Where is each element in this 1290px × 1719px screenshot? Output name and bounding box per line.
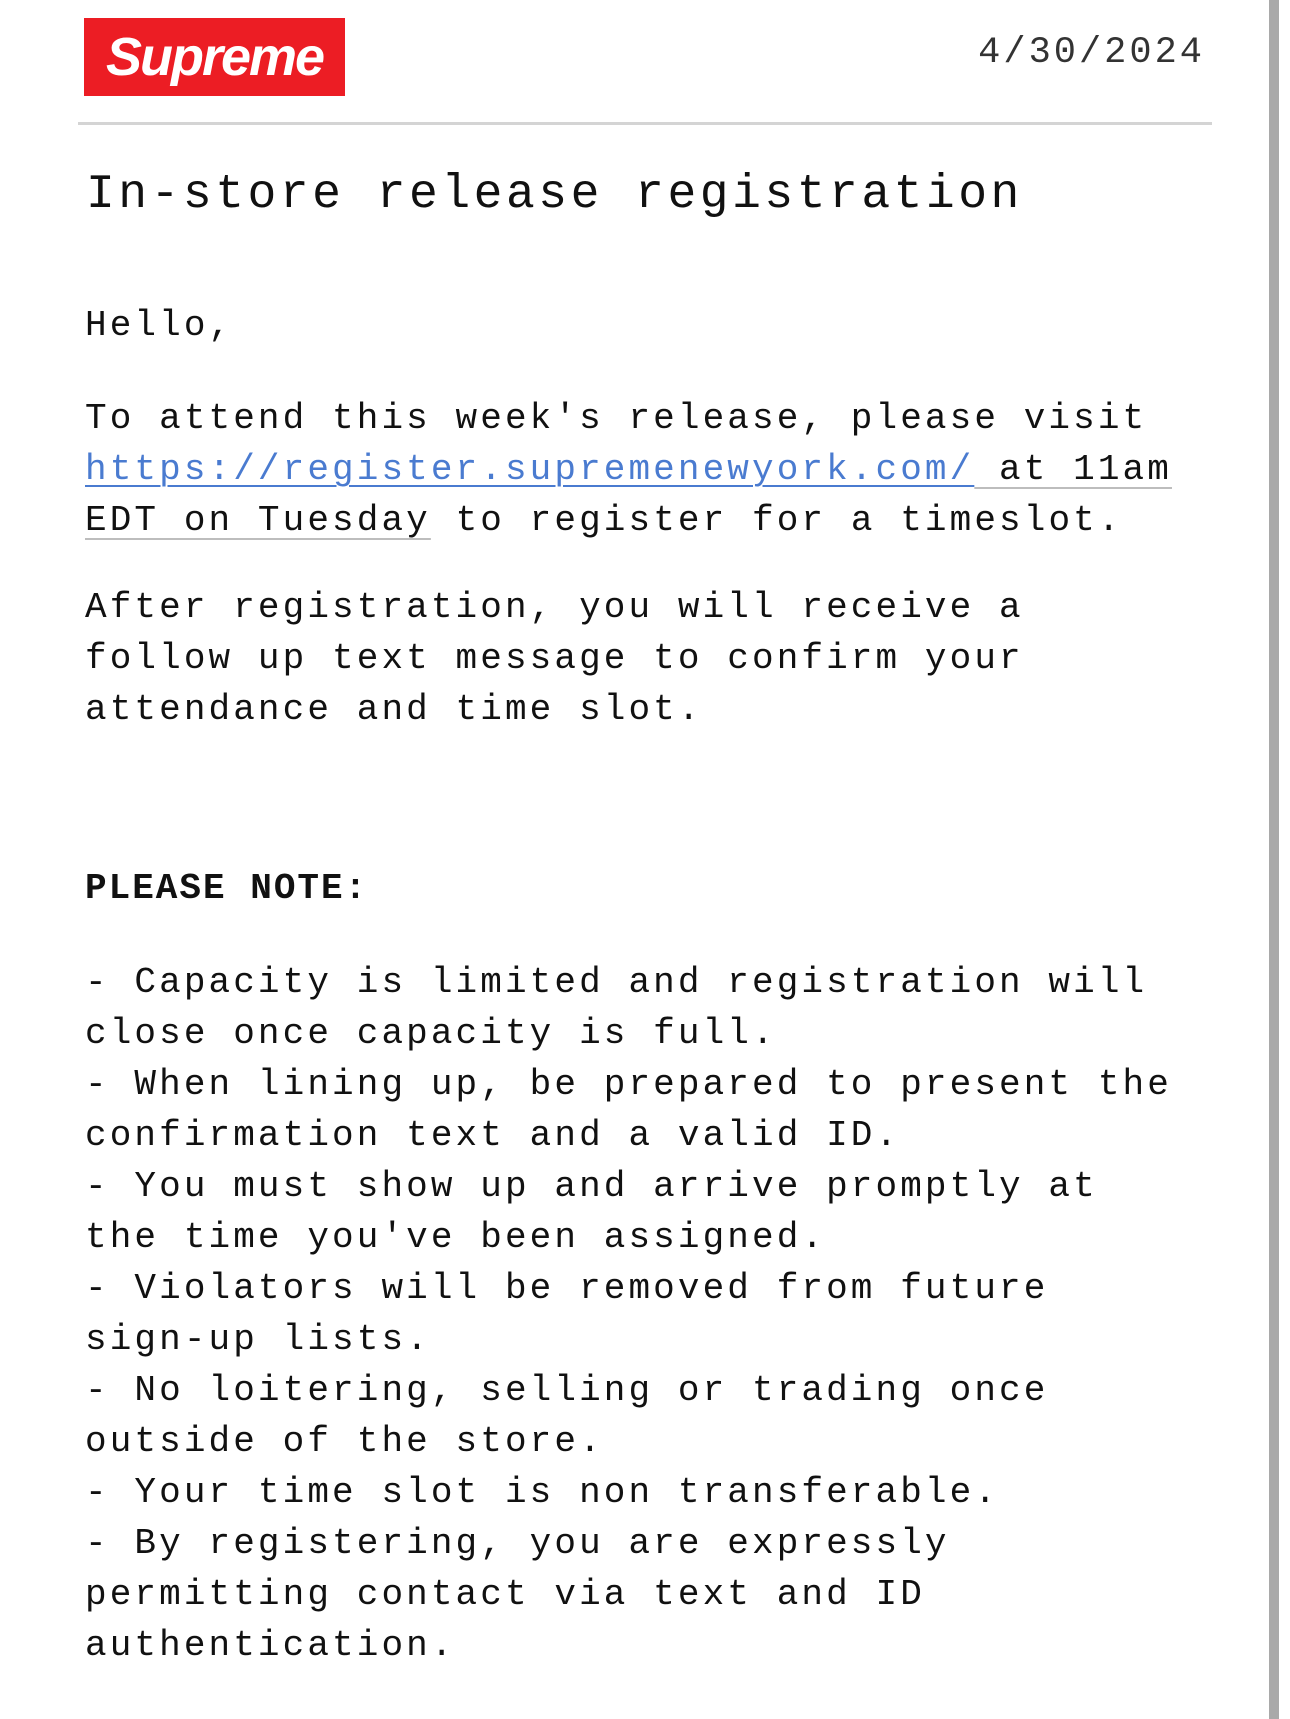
confirmation-paragraph: [85, 582, 1235, 735]
instructions-paragraph: [85, 393, 1235, 546]
instructions-line-1: To attend this week's release, please visit: [85, 398, 1148, 439]
release-time-b[interactable]: EDT on Tuesday: [85, 500, 431, 541]
rule-line: - By registering, you are expressly: [85, 1523, 950, 1564]
rule-line: authentication.: [85, 1625, 456, 1666]
rule-item-arrive-promptly: [85, 1161, 1235, 1263]
confirmation-line-2: follow up text message to confirm your: [85, 638, 1024, 679]
spacer: [85, 546, 1235, 582]
rule-line: - You must show up and arrive promptly at: [85, 1166, 1098, 1207]
greeting: Hello,: [85, 305, 234, 346]
rule-line: - Your time slot is non transferable.: [85, 1472, 1000, 1513]
release-time-a[interactable]: at 11am: [974, 449, 1172, 490]
spacer: [85, 914, 1235, 957]
rule-item-lining-up: [85, 1059, 1235, 1161]
email-title: In-store release registration: [86, 168, 1023, 222]
email-date: 4/30/2024: [978, 32, 1205, 74]
spacer: [85, 735, 1235, 863]
rule-item-contact-consent: [85, 1518, 1235, 1671]
rule-line: - No loitering, selling or trading once: [85, 1370, 1049, 1411]
logo-text: Supreme: [105, 27, 324, 87]
rule-line: - Capacity is limited and registration will: [85, 962, 1148, 1003]
rule-item-capacity: [85, 957, 1235, 1059]
rule-line: outside of the store.: [85, 1421, 604, 1462]
rule-item-no-loitering: [85, 1365, 1235, 1467]
rule-line: close once capacity is full.: [85, 1013, 777, 1054]
rule-line: confirmation text and a valid ID.: [85, 1115, 901, 1156]
header-divider: [78, 122, 1212, 125]
instructions-rest: to register for a timeslot.: [430, 500, 1123, 541]
scrollbar-track[interactable]: [1269, 0, 1279, 1719]
rule-line: - When lining up, be prepared to present the: [85, 1064, 1172, 1105]
rule-line: - Violators will be removed from future: [85, 1268, 1049, 1309]
rules-list: [85, 957, 1235, 1671]
spacer: [85, 351, 1235, 393]
rule-line: sign-up lists.: [85, 1319, 431, 1360]
rule-item-non-transferable: [85, 1467, 1235, 1518]
confirmation-line-3: attendance and time slot.: [85, 689, 703, 730]
rule-line: the time you've been assigned.: [85, 1217, 827, 1258]
supreme-logo: [84, 18, 345, 96]
rule-line: permitting contact via text and ID: [85, 1574, 925, 1615]
note-heading: PLEASE NOTE:: [85, 868, 369, 909]
rule-item-violators: [85, 1263, 1235, 1365]
email-body: [85, 300, 1235, 1671]
confirmation-line-1: After registration, you will receive a: [85, 587, 1024, 628]
registration-link[interactable]: https://register.supremenewyork.com/: [85, 449, 975, 490]
